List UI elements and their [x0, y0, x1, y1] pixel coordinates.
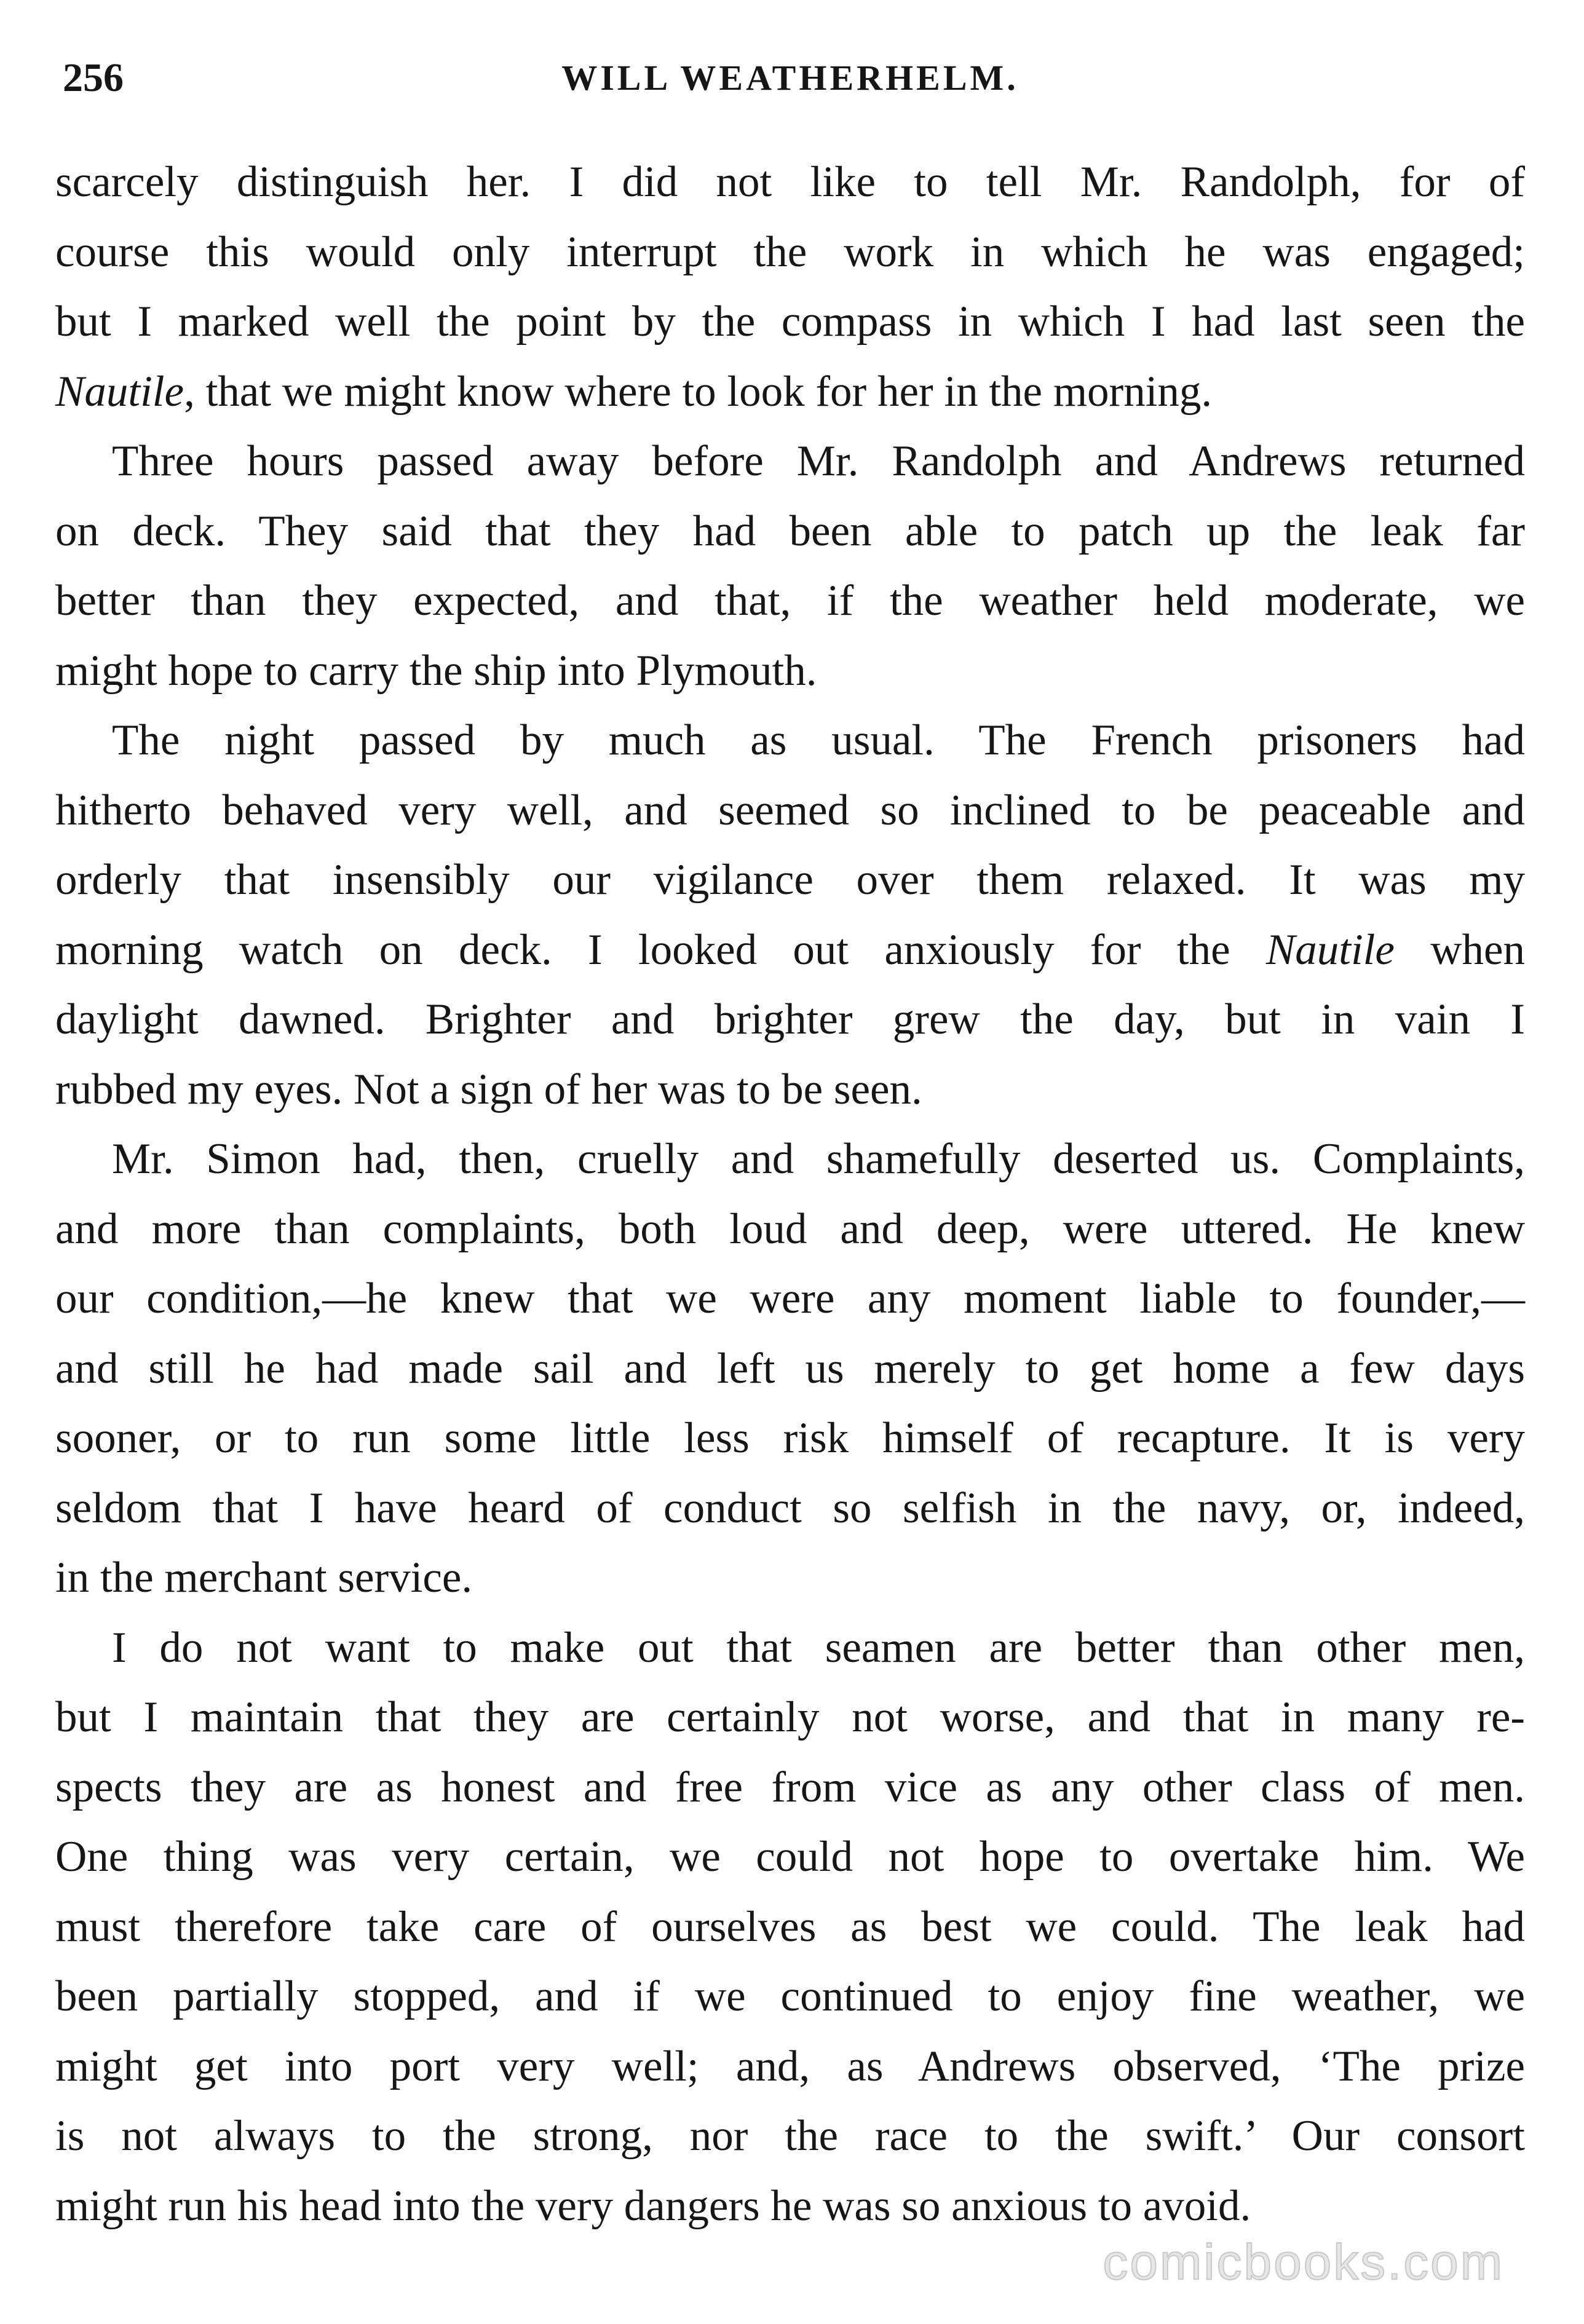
text-line: morning watch on deck. I looked out anxiously for the Nautile when [55, 925, 1525, 974]
text-line: is not always to the strong, nor the race to the swift.’ Our consort [55, 2112, 1525, 2160]
text-line: Three hours passed away before Mr. Randolph and Andrews returned [112, 437, 1525, 485]
paragraph-1 [55, 148, 1525, 427]
watermark: comicbooks.com [1103, 2234, 1504, 2290]
text-line: I do not want to make out that seamen are better than other men, [112, 1623, 1525, 1672]
body-text [55, 148, 1525, 2241]
paragraph-3 [55, 706, 1525, 1124]
paragraph-5 [55, 1613, 1525, 2242]
text-line: One thing was very certain, we could not hope to overtake him. We [55, 1833, 1525, 1881]
text-line: and more than complaints, both loud and deep, were uttered. He knew [55, 1204, 1525, 1253]
text-line: Mr. Simon had, then, cruelly and shamefully deserted us. Complaints, [112, 1135, 1525, 1183]
text-line: Nautile, that we might know where to look for her in the morning. [55, 367, 1213, 416]
text-line: but I maintain that they are certainly not worse, and that in many re- [55, 1693, 1525, 1741]
text-line: and still he had made sail and left us merely to get home a few days [55, 1344, 1525, 1393]
text-line: might run his head into the very dangers he was so anxious to avoid. [55, 2181, 1251, 2230]
text-line: orderly that insensibly our vigilance over them relaxed. It was my [55, 856, 1525, 904]
text-line: scarcely distinguish her. I did not like to tell Mr. Randolph, for of [55, 158, 1525, 206]
ship-name-italic: Nautile [1265, 925, 1395, 974]
paragraph-4 [55, 1124, 1525, 1613]
text-line: spects they are as honest and free from vice as any other class of men. [55, 1763, 1525, 1811]
text-line: sooner, or to run some little less risk himself of recapture. It is very [55, 1414, 1525, 1462]
text-line: been partially stopped, and if we continued to enjoy fine weather, we [55, 1972, 1525, 2020]
text-line: The night passed by much as usual. The French prisoners had [112, 716, 1525, 764]
text-line: but I marked well the point by the compass in which I had last seen the [55, 298, 1525, 346]
text-line: in the merchant service. [55, 1554, 473, 1602]
text-line: seldom that I have heard of conduct so selfish in the navy, or, indeed, [55, 1484, 1525, 1532]
running-head: WILL WEATHERHELM. [561, 58, 1019, 98]
text-line: better than they expected, and that, if the weather held moderate, we [55, 577, 1525, 625]
text-line: might get into port very well; and, as Andrews observed, ‘The prize [55, 2042, 1525, 2090]
text-line: hitherto behaved very well, and seemed so inclined to be peaceable and [55, 786, 1525, 834]
text-line: course this would only interrupt the work in which he was engaged; [55, 227, 1525, 276]
text-line: on deck. They said that they had been able to patch up the leak far [55, 507, 1525, 555]
page-header [55, 44, 1525, 112]
text-line: rubbed my eyes. Not a sign of her was to be seen. [55, 1065, 922, 1113]
text-line: daylight dawned. Brighter and brighter grew the day, but in vain I [55, 995, 1525, 1043]
text-line: must therefore take care of ourselves as best we could. The leak had [55, 1902, 1525, 1951]
ship-name-italic: Nautile [55, 367, 184, 416]
text-line: might hope to carry the ship into Plymouth. [55, 646, 817, 695]
text-line: our condition,—he knew that we were any moment liable to founder,— [55, 1275, 1525, 1322]
page-number: 256 [63, 55, 124, 100]
paragraph-2 [55, 427, 1525, 706]
